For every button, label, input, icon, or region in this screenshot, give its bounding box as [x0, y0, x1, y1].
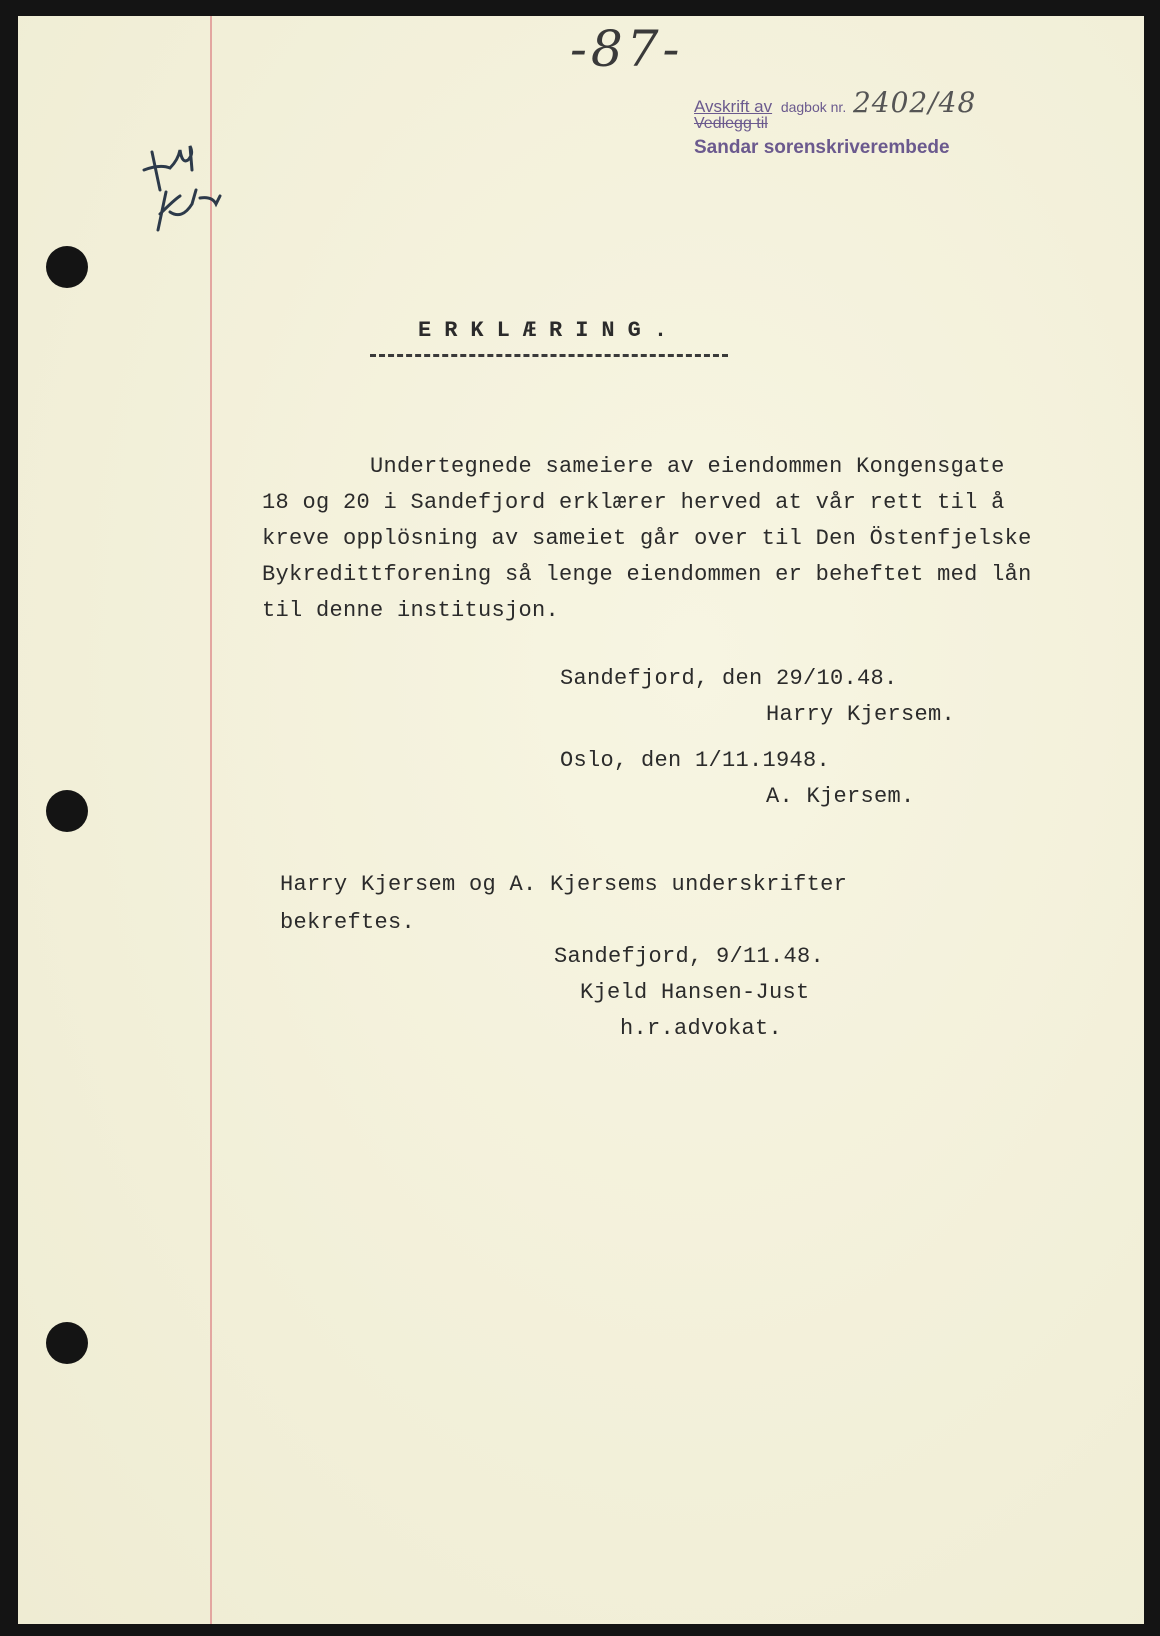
- signature-name-2: A. Kjersem.: [766, 784, 915, 809]
- signature-place-date-1: Sandefjord, den 29/10.48.: [560, 666, 898, 691]
- punch-hole-middle: [46, 790, 88, 832]
- body-line-5: til denne institusjon.: [262, 598, 560, 623]
- page-number: -87-: [570, 20, 684, 78]
- signature-name-1: Harry Kjersem.: [766, 702, 956, 727]
- certification-name: Kjeld Hansen-Just: [580, 980, 810, 1005]
- heading-underline: [370, 354, 728, 357]
- signature-place-date-2: Oslo, den 1/11.1948.: [560, 748, 831, 773]
- body-line-3: kreve opplösning av sameiet går over til Den Östenfjelske: [262, 526, 1032, 551]
- certification-line-1: Harry Kjersem og A. Kjersems underskrifter: [280, 872, 848, 897]
- certification-title: h.r.advokat.: [620, 1016, 783, 1041]
- body-line-1: Undertegnede sameiere av eiendommen Kongensgate: [370, 454, 1005, 479]
- archive-stamp: [694, 86, 976, 159]
- document-heading: ERKLÆRING.: [418, 318, 681, 343]
- handwritten-initials: [130, 130, 240, 250]
- body-line-4: Bykredittforening så lenge eiendommen er beheftet med lån: [262, 562, 1032, 587]
- certification-line-2: bekreftes.: [280, 910, 416, 935]
- punch-hole-top: [46, 246, 88, 288]
- stamp-office: Sandar sorenskriverembede: [694, 137, 950, 158]
- margin-line: [210, 16, 212, 1624]
- stamp-avskrift: Avskrift av: [694, 97, 773, 116]
- stamp-dagbok: dagbok nr.: [780, 99, 847, 115]
- body-line-2: 18 og 20 i Sandefjord erklærer herved at vår rett til å: [262, 490, 1005, 515]
- certification-place-date: Sandefjord, 9/11.48.: [554, 944, 825, 969]
- punch-hole-bottom: [46, 1322, 88, 1364]
- document-page: [18, 16, 1144, 1624]
- stamp-journal-number: 2402/48: [852, 86, 977, 119]
- stamp-vedlegg: Vedlegg til: [694, 115, 768, 132]
